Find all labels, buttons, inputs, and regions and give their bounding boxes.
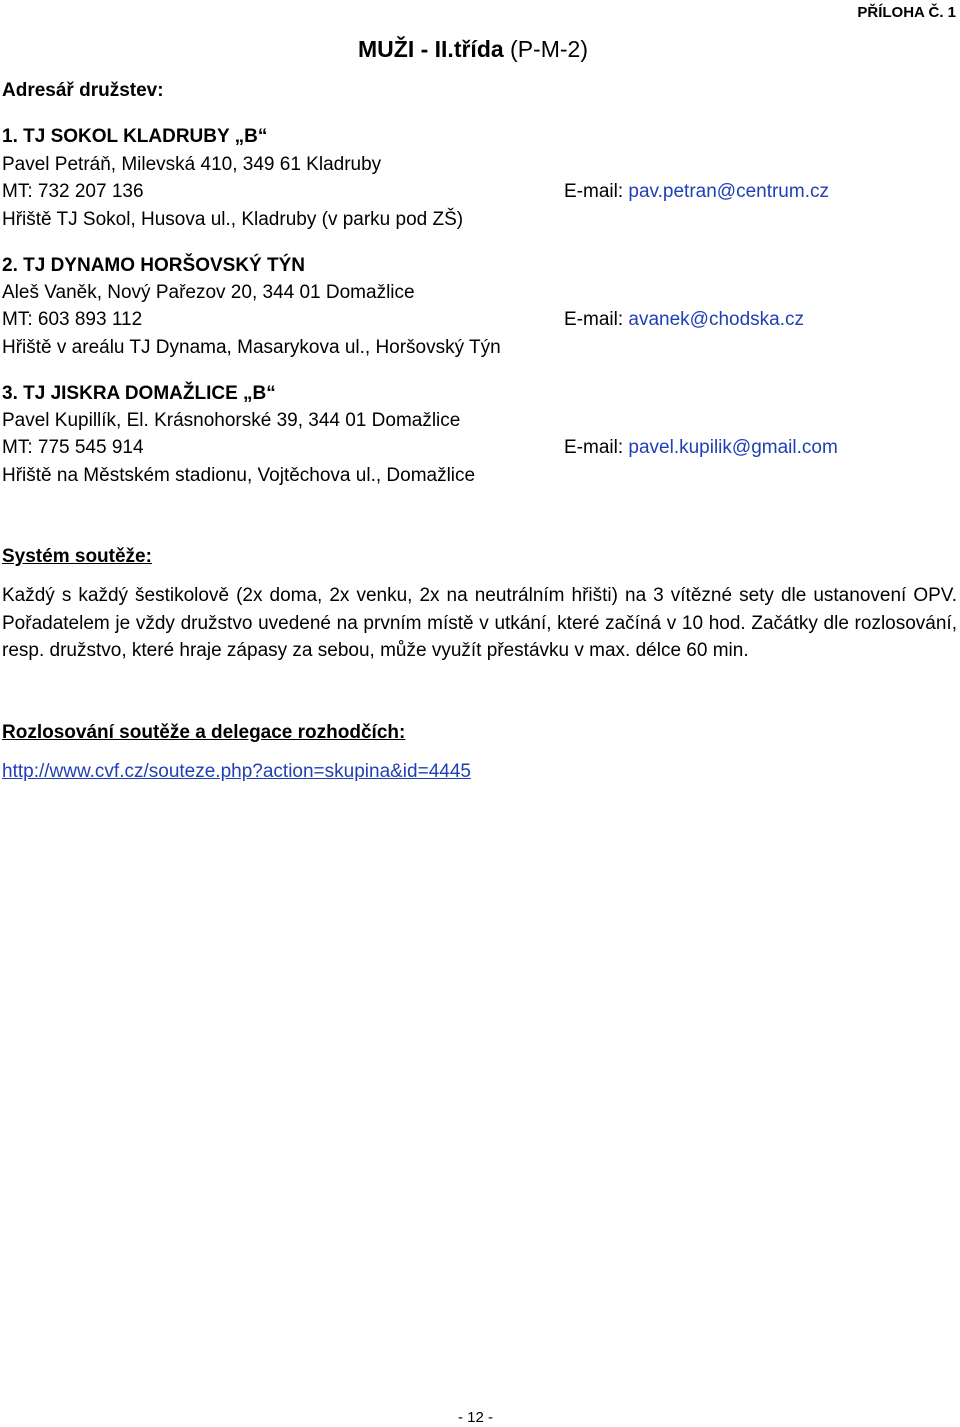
page-title: [358, 36, 588, 63]
team-2-field: Hřiště v areálu TJ Dynama, Masarykova ul., Horšovský Týn: [2, 337, 501, 358]
team-3-address: Pavel Kupillík, El. Krásnohorské 39, 344 01 Domažlice: [2, 410, 461, 431]
team-1-name: 1. TJ SOKOL KLADRUBY „B“: [2, 126, 268, 147]
system-heading: Systém soutěže:: [2, 546, 152, 567]
team-1-phone: MT: 732 207 136: [2, 181, 144, 202]
schedule-heading: Rozlosování soutěže a delegace rozhodčích:: [2, 722, 406, 743]
team-2-phone: MT: 603 893 112: [2, 309, 143, 330]
team-3-field: Hřiště na Městském stadionu, Vojtěchova ul., Domažlice: [2, 465, 476, 486]
team-1-email-link[interactable]: pav.petran@centrum.cz: [628, 181, 829, 202]
team-3-phone: MT: 775 545 914: [2, 437, 144, 458]
directory-heading: Adresář družstev:: [2, 80, 164, 101]
schedule-link[interactable]: http://www.cvf.cz/souteze.php?action=skupina&id=4445: [2, 761, 471, 782]
team-3-email: [564, 434, 838, 461]
appendix-label: PŘÍLOHA Č. 1: [857, 4, 956, 21]
email-label: E-mail:: [564, 181, 629, 202]
team-3-email-link[interactable]: pavel.kupilik@gmail.com: [628, 437, 838, 458]
team-2-email: [564, 306, 804, 333]
team-3-name: 3. TJ JISKRA DOMAŽLICE „B“: [2, 383, 276, 404]
team-2-address: Aleš Vaněk, Nový Pařezov 20, 344 01 Domažlice: [2, 282, 415, 303]
team-2-name: 2. TJ DYNAMO HORŠOVSKÝ TÝN: [2, 255, 305, 276]
title-code: (P-M-2): [503, 36, 588, 62]
email-label: E-mail:: [564, 309, 629, 330]
page-number: - 12 -: [458, 1409, 494, 1426]
team-1-email: [564, 178, 829, 205]
team-1-field: Hřiště TJ Sokol, Husova ul., Kladruby (v parku pod ZŠ): [2, 209, 464, 230]
email-label: E-mail:: [564, 437, 629, 458]
title-category: MUŽI - II.třída: [358, 36, 504, 62]
team-2-email-link[interactable]: avanek@chodska.cz: [628, 309, 805, 330]
system-description: Každý s každý šestikolově (2x doma, 2x venku, 2x na neutrálním hřišti) na 3 vítězné sety dle ustanovení OPV. Pořadatelem je vždy družstvo uvedené na prvním místě v utkání, které začíná v 10 hod. Začátky dle rozlosování, resp. družstvo, které hraje zápasy za sebou, může využít přestávku v max. délce 60 min.: [2, 585, 957, 661]
team-1-address: Pavel Petráň, Milevská 410, 349 61 Kladruby: [2, 154, 382, 175]
